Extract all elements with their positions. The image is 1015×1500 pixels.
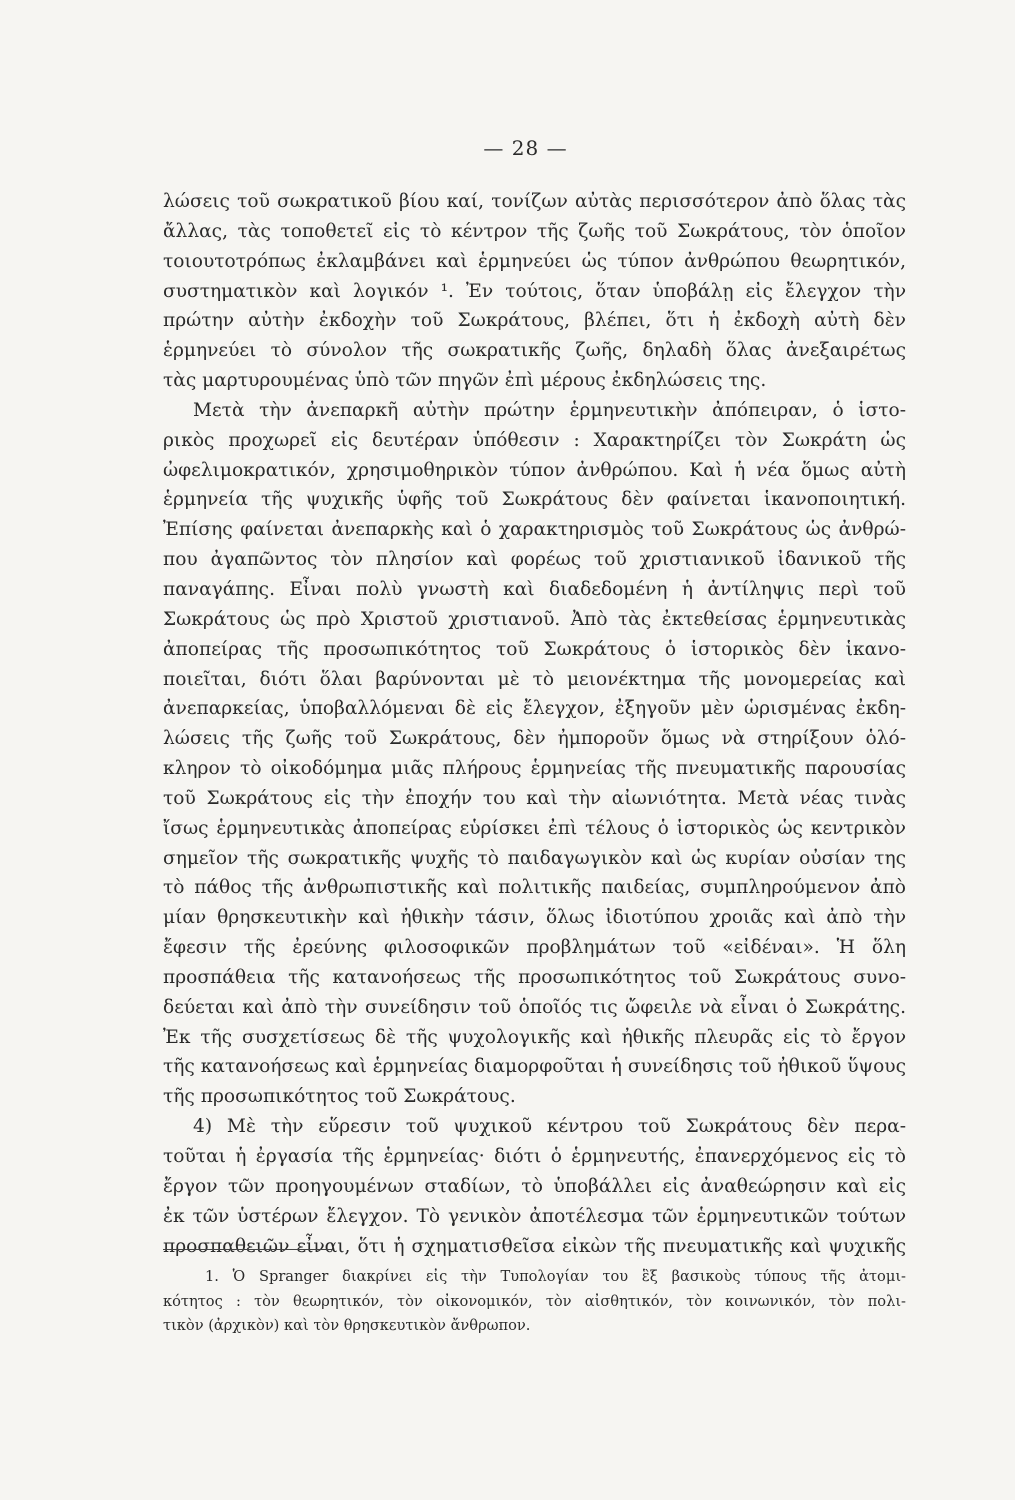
text-line: που ἀγαπῶντος τὸν πλησίον καὶ φορέως τοῦ χριστιανικοῦ ἰδανικοῦ τῆς bbox=[163, 549, 906, 571]
text-line: τοιουτοτρόπως ἐκλαμβάνει καὶ ἑρμηνεύει ὡς τύπον ἀνθρώπου θεωρητικόν, bbox=[163, 250, 906, 272]
page-number: — 28 — bbox=[483, 136, 568, 160]
text-line: ἔφεσιν τῆς ἐρεύνης φιλοσοφικῶν προβλημάτων τοῦ «εἰδέναι». Ἡ ὅλη bbox=[163, 937, 906, 959]
text-line: συστηματικὸν καὶ λογικόν ¹. Ἐν τούτοις, ὅταν ὑποβάλῃ εἰς ἔλεγχον τὴν bbox=[163, 280, 906, 302]
text-line: ἑρμηνεία τῆς ψυχικῆς ὑφῆς τοῦ Σωκράτους δὲν φαίνεται ἱκανοποιητική. bbox=[163, 489, 906, 511]
body-text bbox=[163, 187, 906, 1261]
text-line: πρώτην αὐτὴν ἐκδοχὴν τοῦ Σωκράτους, βλέπει, ὅτι ἡ ἐκδοχὴ αὐτὴ δὲν bbox=[163, 310, 906, 332]
text-line: Ἐπίσης φαίνεται ἀνεπαρκὴς καὶ ὁ χαρακτηρισμὸς τοῦ Σωκράτους ὡς ἀνθρώ- bbox=[163, 519, 906, 541]
text-line: 4) Μὲ τὴν εὕρεσιν τοῦ ψυχικοῦ κέντρου τοῦ Σωκράτους δὲν περα- bbox=[193, 1116, 906, 1138]
text-line: Σωκράτους ὡς πρὸ Χριστοῦ χριστιανοῦ. Ἀπὸ τὰς ἐκτεθείσας ἑρμηνευτικὰς bbox=[163, 608, 906, 630]
text-line: κληρον τὸ οἰκοδόμημα μιᾶς πλήρους ἑρμηνείας τῆς πνευματικῆς παρουσίας bbox=[163, 758, 906, 780]
footnote-line: κότητος : τὸν θεωρητικόν, τὸν οἰκονομικόν, τὸν αἰσθητικόν, τὸν κοινωνικόν, τὸν πολι- bbox=[163, 1292, 906, 1310]
text-line: λώσεις τῆς ζωῆς τοῦ Σωκράτους, δὲν ἠμποροῦν ὅμως νὰ στηρίξουν ὁλό- bbox=[163, 728, 906, 750]
text-line: τῆς κατανοήσεως καὶ ἑρμηνείας διαμορφοῦται ἡ συνείδησις τοῦ ἠθικοῦ ὕψους bbox=[163, 1056, 906, 1078]
text-line: τὸ πάθος τῆς ἀνθρωπιστικῆς καὶ πολιτικῆς παιδείας, συμπληρούμενον ἀπὸ bbox=[163, 877, 906, 899]
text-line: ἐκ τῶν ὑστέρων ἔλεγχον. Τὸ γενικὸν ἀποτέλεσμα τῶν ἑρμηνευτικῶν τούτων bbox=[163, 1205, 906, 1227]
text-line: τῆς προσωπικότητος τοῦ Σωκράτους. bbox=[163, 1086, 516, 1108]
text-line: τοῦται ἡ ἐργασία τῆς ἑρμηνείας· διότι ὁ ἑρμηνευτής, ἐπανερχόμενος εἰς τὸ bbox=[163, 1146, 906, 1167]
text-line: παναγάπης. Εἶναι πολὺ γνωστὴ καὶ διαδεδομένη ἡ ἀντίληψις περὶ τοῦ bbox=[163, 578, 906, 600]
footnote-line: 1. Ὁ Spranger διακρίνει εἰς τὴν Τυπολογίαν του ἓξ βασικοὺς τύπους τῆς ἀτομι- bbox=[205, 1268, 906, 1285]
text-line: ἀποπείρας τῆς προσωπικότητος τοῦ Σωκράτους ὁ ἱστορικὸς δὲν ἱκανο- bbox=[163, 638, 906, 660]
text-line: ἀνεπαρκείας, ὑποβαλλόμεναι δὲ εἰς ἔλεγχον, ἐξηγοῦν μὲν ὡρισμένας ἐκδη- bbox=[163, 698, 906, 720]
text-line: ὠφελιμοκρατικόν, χρησιμοθηρικὸν τύπον ἀνθρώπου. Καὶ ἡ νέα ὅμως αὐτὴ bbox=[163, 459, 906, 481]
text-line: προσπαθειῶν εἶναι, ὅτι ἡ σχηματισθεῖσα εἰκὼν τῆς πνευματικῆς καὶ ψυχικῆς bbox=[163, 1235, 906, 1257]
text-line: ἔργον τῶν προηγουμένων σταδίων, τὸ ὑποβάλλει εἰς ἀναθεώρησιν καὶ εἰς bbox=[163, 1175, 906, 1197]
text-line: ἑρμηνεύει τὸ σύνολον τῆς σωκρατικῆς ζωῆς, δηλαδὴ ὅλας ἀνεξαιρέτως bbox=[163, 340, 906, 362]
text-line: τοῦ Σωκράτους εἰς τὴν ἐποχήν του καὶ τὴν αἰωνιότητα. Μετὰ νέας τινὰς bbox=[163, 787, 906, 809]
text-line: Ἐκ τῆς συσχετίσεως δὲ τῆς ψυχολογικῆς καὶ ἠθικῆς πλευρᾶς εἰς τὸ ἔργον bbox=[163, 1026, 906, 1048]
text-line: σημεῖον τῆς σωκρατικῆς ψυχῆς τὸ παιδαγωγικὸν καὶ ὡς κυρίαν οὐσίαν της bbox=[163, 847, 906, 869]
text-line: μίαν θρησκευτικὴν καὶ ἠθικὴν τάσιν, ὅλως ἰδιοτύπου χροιᾶς καὶ ἀπὸ τὴν bbox=[163, 907, 906, 929]
footnote bbox=[163, 1265, 906, 1339]
text-line: προσπάθεια τῆς κατανοήσεως τῆς προσωπικότητος τοῦ Σωκράτους συνο- bbox=[163, 966, 906, 988]
text-line: ἄλλας, τὰς τοποθετεῖ εἰς τὸ κέντρον τῆς ζωῆς τοῦ Σωκράτους, τὸν ὁποῖον bbox=[163, 220, 906, 242]
text-line: τὰς μαρτυρουμένας ὑπὸ τῶν πηγῶν ἐπὶ μέρους ἐκδηλώσεις της. bbox=[163, 370, 767, 392]
footnote-line: τικὸν (ἀρχικὸν) καὶ τὸν θρησκευτικὸν ἄνθρωπον. bbox=[163, 1317, 531, 1334]
text-line: δεύεται καὶ ἀπὸ τὴν συνείδησιν τοῦ ὁποῖός τις ὤφειλε νὰ εἶναι ὁ Σωκράτης. bbox=[163, 996, 906, 1018]
text-line: Μετὰ τὴν ἀνεπαρκῆ αὐτὴν πρώτην ἑρμηνευτικὴν ἀπόπειραν, ὁ ἱστο- bbox=[193, 399, 906, 421]
text-line: ρικὸς προχωρεῖ εἰς δευτέραν ὑπόθεσιν : Χαρακτηρίζει τὸν Σωκράτη ὡς bbox=[163, 429, 906, 451]
text-line: ἴσως ἑρμηνευτικὰς ἀποπείρας εὑρίσκει ἐπὶ τέλους ὁ ἱστορικὸς ὡς κεντρικὸν bbox=[163, 817, 906, 839]
text-line: ποιεῖται, διότι ὅλαι βαρύνονται μὲ τὸ μειονέκτημα τῆς μονομερείας καὶ bbox=[163, 668, 906, 690]
footnote-divider bbox=[163, 1249, 333, 1250]
text-line: λώσεις τοῦ σωκρατικοῦ βίου καί, τονίζων αὐτὰς περισσότερον ἀπὸ ὅλας τὰς bbox=[163, 191, 906, 212]
